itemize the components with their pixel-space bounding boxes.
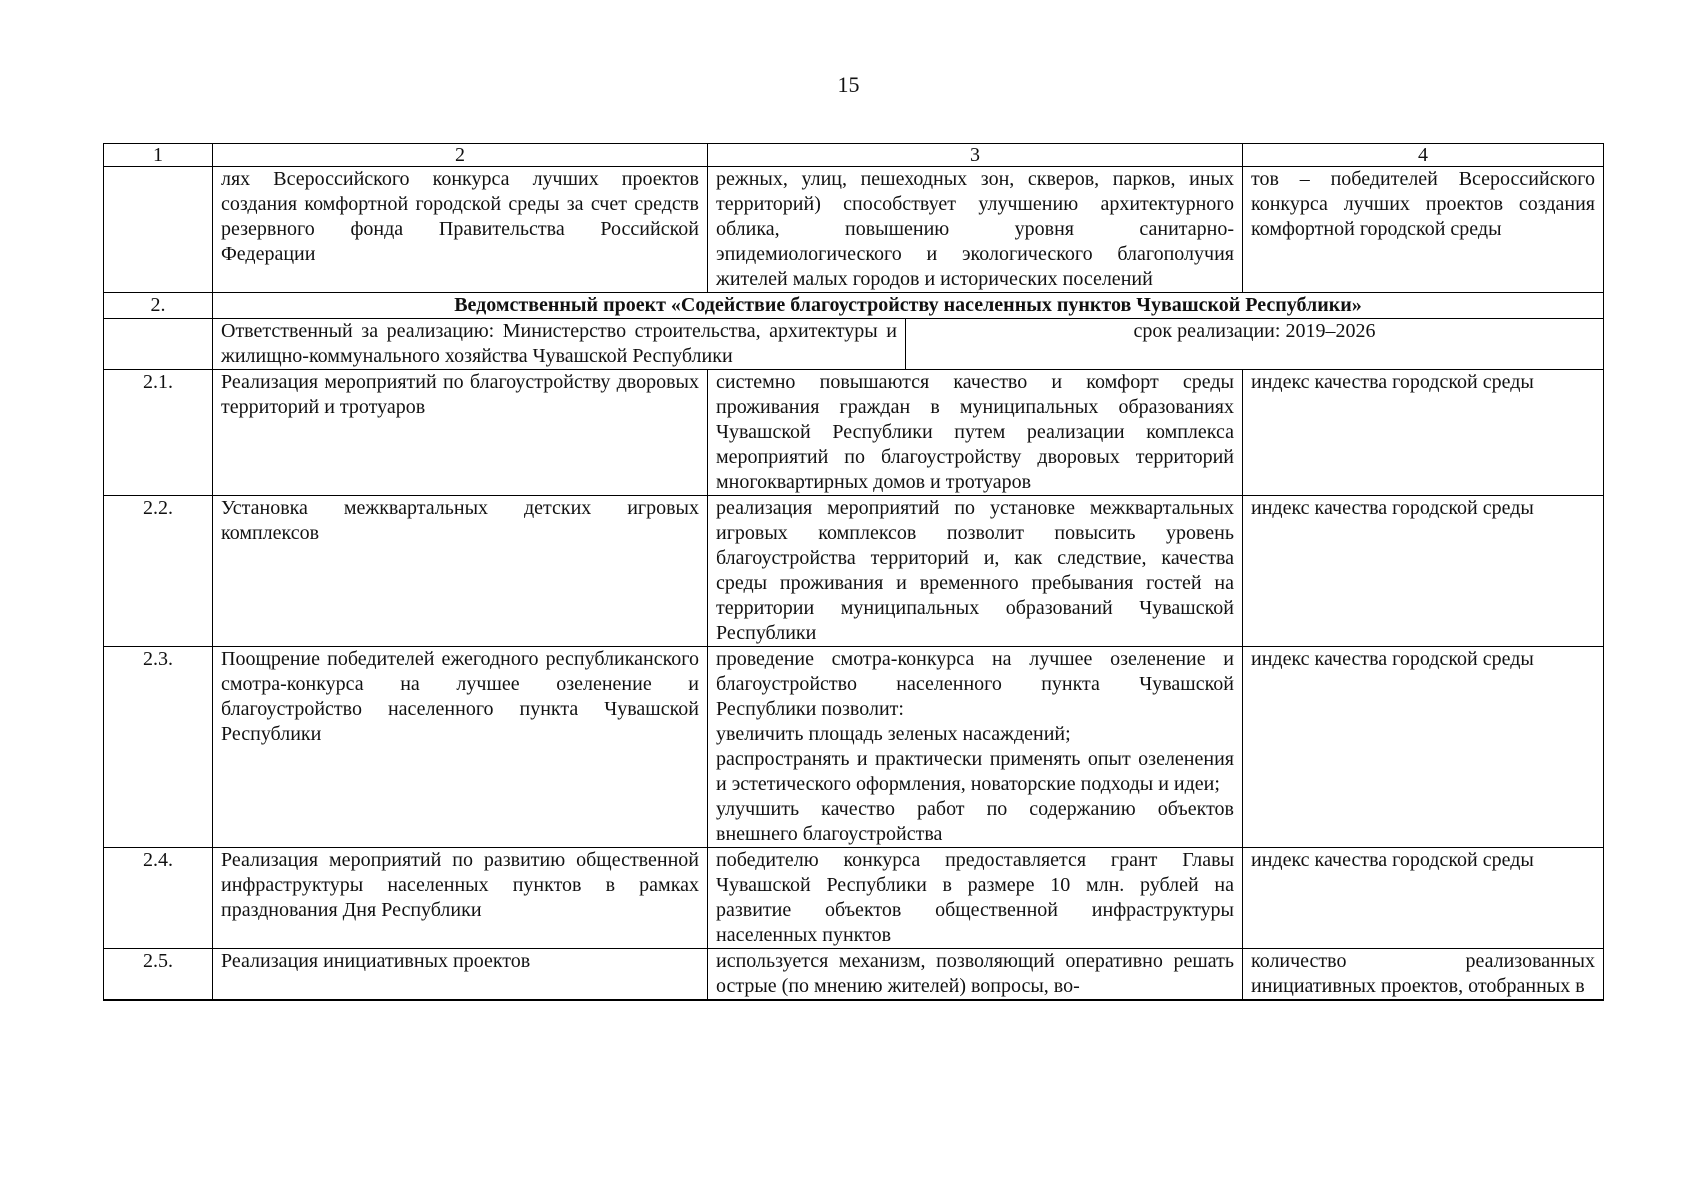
table-row xyxy=(104,848,1604,949)
section-title-row xyxy=(104,293,1604,319)
header-col-3: 3 xyxy=(708,144,1243,167)
section-responsible: Ответственный за реализацию: Министерство строительства, архитектуры и жилищно-коммунального хозяйства Чувашской Республики xyxy=(213,319,906,369)
row-number: 2.2. xyxy=(104,496,213,647)
table-row xyxy=(104,370,1604,496)
section-number: 2. xyxy=(104,293,213,319)
row-indicator: индекс качества городской среды xyxy=(1243,496,1604,647)
row-indicator: тов – победителей Всероссийского конкурса лучших проектов создания комфортной городской среды xyxy=(1243,167,1604,293)
row-result: проведение смотра-конкурса на лучшее озеленение и благоустройство населенного пункта Чувашской Республики позволит: увеличить площадь зеленых насаждений; распространять и практически применять опыт озеленения и эстетического оформления, новаторские подходы и идеи; улучшить качество работ по содержанию объектов внешнего благоустройства xyxy=(708,647,1243,848)
row-number: 2.3. xyxy=(104,647,213,848)
row-indicator: индекс качества городской среды xyxy=(1243,848,1604,949)
table-row xyxy=(104,496,1604,647)
section-title: Ведомственный проект «Содействие благоустройству населенных пунктов Чувашской Республики» xyxy=(213,293,1604,319)
row-result: победителю конкурса предоставляется грант Главы Чувашской Республики в размере 10 млн. рублей на развитие объектов общественной инфраструктуры населенных пунктов xyxy=(708,848,1243,949)
header-col-4: 4 xyxy=(1243,144,1604,167)
row-task: Реализация мероприятий по благоустройству дворовых территорий и тротуаров xyxy=(213,370,708,496)
row-number: 2.4. xyxy=(104,848,213,949)
header-col-2: 2 xyxy=(213,144,708,167)
row-task: Реализация инициативных проектов xyxy=(213,949,708,1001)
page-number: 15 xyxy=(837,72,860,97)
responsible-wrapper xyxy=(213,319,1604,370)
table-row-continuation xyxy=(104,167,1604,293)
row-result: реализация мероприятий по установке межквартальных игровых комплексов позволит повысить уровень благоустройства территорий и, как следствие, качества среды проживания и временного пребывания гостей на территории муниципальных образований Чувашской Республики xyxy=(708,496,1243,647)
table-row xyxy=(104,647,1604,848)
row-number xyxy=(104,167,213,293)
measures-table xyxy=(103,143,1604,1001)
row-number: 2.5. xyxy=(104,949,213,1001)
row-number: 2.1. xyxy=(104,370,213,496)
table-row xyxy=(104,949,1604,1001)
section-empty-cell xyxy=(104,319,213,370)
section-responsible-row xyxy=(104,319,1604,370)
row-indicator: количество реализованных инициативных проектов, отобранных в xyxy=(1243,949,1604,1001)
row-task: Поощрение победителей ежегодного республиканского смотра-конкурса на лучшее озеленение и благоустройство населенного пункта Чувашской Республики xyxy=(213,647,708,848)
row-task: Установка межквартальных детских игровых комплексов xyxy=(213,496,708,647)
table-header-row xyxy=(104,144,1604,167)
row-task: Реализация мероприятий по развитию общественной инфраструктуры населенных пунктов в рамках празднования Дня Республики xyxy=(213,848,708,949)
header-col-1: 1 xyxy=(104,144,213,167)
row-task: лях Всероссийского конкурса лучших проектов создания комфортной городской среды за счет средств резервного фонда Правительства Российской Федерации xyxy=(213,167,708,293)
row-result: режных, улиц, пешеходных зон, скверов, парков, иных территорий) способствует улучшению архитектурного облика, повышению уровня санитарно-эпидемиологического и экологического благополучия жителей малых городов и исторических поселений xyxy=(708,167,1243,293)
row-indicator: индекс качества городской среды xyxy=(1243,647,1604,848)
row-result: системно повышаются качество и комфорт среды проживания граждан в муниципальных образованиях Чувашской Республики путем реализации комплекса мероприятий по благоустройству дворовых территорий многоквартирных домов и тротуаров xyxy=(708,370,1243,496)
section-term: срок реализации: 2019–2026 xyxy=(1133,320,1376,342)
row-result: используется механизм, позволяющий оперативно решать острые (по мнению жителей) вопросы, во- xyxy=(708,949,1243,1001)
row-indicator: индекс качества городской среды xyxy=(1243,370,1604,496)
